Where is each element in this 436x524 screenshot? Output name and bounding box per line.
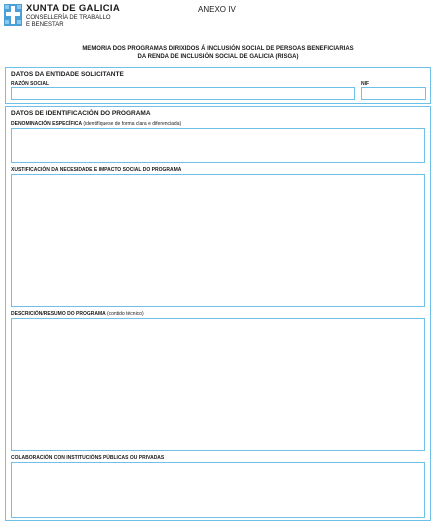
program-name-label bbox=[11, 121, 181, 127]
business-name-field[interactable] bbox=[11, 87, 355, 100]
document-title-line1: MEMORIA DOS PROGRAMAS DIRIXIDOS Á INCLUSIÓN SOCIAL DE PERSOAS BENEFICIARIAS bbox=[82, 46, 354, 52]
collaboration-field[interactable] bbox=[11, 462, 425, 518]
org-department-line1: CONSELLERÍA DE TRABALLO bbox=[26, 15, 111, 21]
document-title-line2: DA RENDA DE INCLUSIÓN SOCIAL DE GALICIA (RISGA) bbox=[137, 54, 299, 60]
nif-label: NIF bbox=[361, 81, 370, 87]
collaboration-label: COLABORACIÓN CON INSTITUCIÓNS PÚBLICAS OU PRIVADAS bbox=[11, 455, 165, 461]
justification-label: XUSTIFICACIÓN DA NECESIDADE E IMPACTO SOCIAL DO PROGRAMA bbox=[11, 167, 182, 173]
program-section bbox=[5, 106, 431, 521]
org-department-line2: E BENESTAR bbox=[26, 22, 64, 28]
annex-label: ANEXO IV bbox=[198, 5, 236, 14]
program-name-field[interactable] bbox=[11, 128, 425, 163]
description-note: (contido técnico) bbox=[106, 311, 144, 317]
program-name-note: (identifíquese de forma clara e diferenciada) bbox=[83, 121, 182, 127]
description-label-text: DESCRICIÓN/RESUMO DO PROGRAMA bbox=[11, 311, 106, 317]
org-name: XUNTA DE GALICIA bbox=[26, 3, 120, 14]
description-field[interactable] bbox=[11, 318, 425, 451]
description-label bbox=[11, 311, 144, 317]
xunta-cross-icon bbox=[4, 4, 22, 26]
justification-field[interactable] bbox=[11, 174, 425, 307]
nif-field[interactable] bbox=[361, 87, 426, 100]
xunta-logo-icon bbox=[4, 4, 22, 26]
entity-section-heading: DATOS DA ENTIDADE SOLICITANTE bbox=[11, 71, 124, 78]
entity-section bbox=[5, 67, 431, 104]
org-department bbox=[26, 15, 111, 29]
business-name-label: RAZÓN SOCIAL bbox=[11, 81, 50, 87]
program-section-heading: DATOS DE IDENTIFICACIÓN DO PROGRAMA bbox=[11, 110, 151, 117]
program-name-label-text: DENOMINACIÓN ESPECÍFICA bbox=[11, 121, 82, 127]
